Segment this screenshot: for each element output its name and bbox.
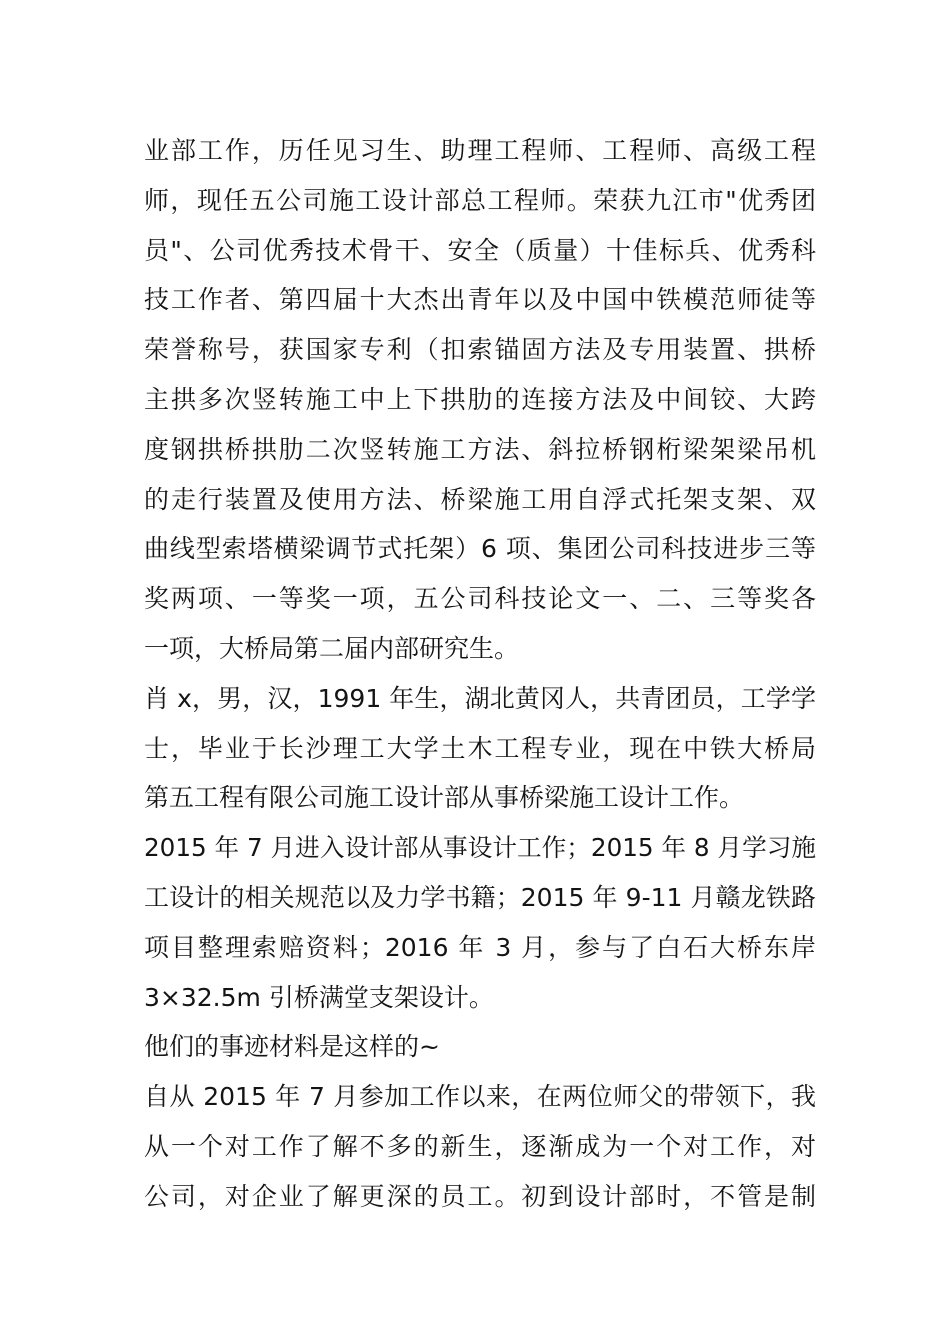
text-line: 奖两项、一等奖一项，五公司科技论文一、二、三等奖各 xyxy=(144,584,816,614)
text-line: 主拱多次竖转施工中上下拱肋的连接方法及中间铰、大跨 xyxy=(144,384,816,414)
text-line: 从一个对工作了解不多的新生，逐渐成为一个对工作，对 xyxy=(144,1131,816,1161)
text-line: 项目整理索赔资料；2016 年 3 月，参与了白石大桥东岸 xyxy=(144,932,816,962)
text-line: 技工作者、第四届十大杰出青年以及中国中铁模范师徒等 xyxy=(144,285,816,315)
text-line: 肖 x，男，汉，1991 年生，湖北黄冈人，共青团员，工学学 xyxy=(144,683,816,713)
text-line: 业部工作，历任见习生、助理工程师、工程师、高级工程 xyxy=(144,136,816,165)
text-line: 士，毕业于长沙理工大学土木工程专业，现在中铁大桥局 xyxy=(144,733,816,763)
text-line: 的走行装置及使用方法、桥梁施工用自浮式托架支架、双 xyxy=(144,484,816,514)
text-line: 荣誉称号，获国家专利（扣索锚固方法及专用装置、拱桥 xyxy=(144,335,816,365)
text-line: 师，现任五公司施工设计部总工程师。荣获九江市"优秀团 xyxy=(144,185,816,215)
text-line: 自从 2015 年 7 月参加工作以来，在两位师父的带领下，我 xyxy=(144,1082,816,1112)
paragraph-end-line: 一项，大桥局第二届内部研究生。 xyxy=(144,633,520,663)
paragraph-end-line: 他们的事迹材料是这样的~ xyxy=(144,1032,440,1062)
text-line: 2015 年 7 月进入设计部从事设计工作；2015 年 8 月学习施 xyxy=(144,833,816,863)
text-line: 曲线型索塔横梁调节式托架）6 项、集团公司科技进步三等 xyxy=(144,534,816,564)
document-body xyxy=(144,126,816,1222)
text-line: 工设计的相关规范以及力学书籍；2015 年 9-11 月赣龙铁路 xyxy=(144,882,816,912)
paragraph-end-line: 第五工程有限公司施工设计部从事桥梁施工设计工作。 xyxy=(144,783,745,813)
paragraph-end-line: 3×32.5m 引桥满堂支架设计。 xyxy=(144,982,494,1012)
text-line: 公司，对企业了解更深的员工。初到设计部时，不管是制 xyxy=(144,1181,816,1211)
text-line: 度钢拱桥拱肋二次竖转施工方法、斜拉桥钢桁梁架梁吊机 xyxy=(144,434,816,464)
text-line: 员"、公司优秀技术骨干、安全（质量）十佳标兵、优秀科 xyxy=(144,235,816,265)
